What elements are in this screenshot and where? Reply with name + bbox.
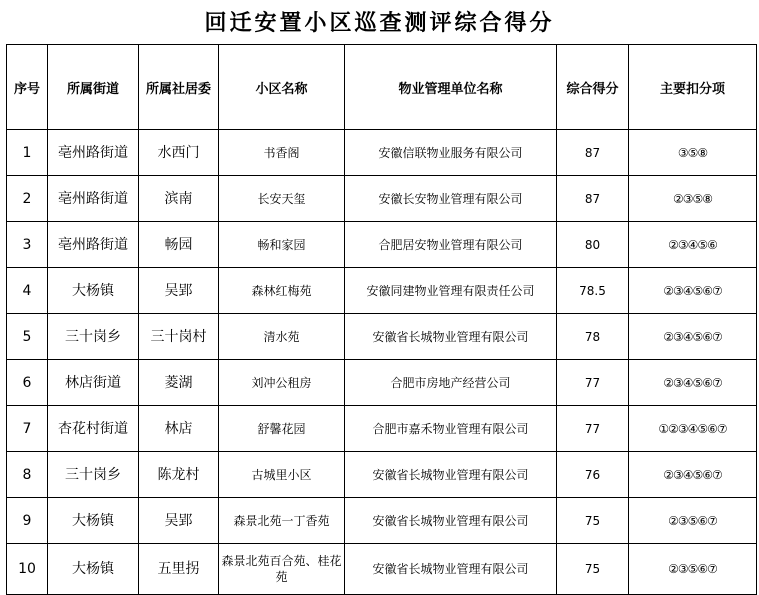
header-score: 综合得分 bbox=[557, 45, 629, 130]
score-table bbox=[6, 44, 757, 595]
row-street: 三十岗乡 bbox=[48, 314, 139, 360]
table-row bbox=[7, 130, 757, 176]
table-row bbox=[7, 406, 757, 452]
row-street: 亳州路街道 bbox=[48, 176, 139, 222]
row-deductions: ②③⑤⑥⑦ bbox=[629, 498, 757, 544]
row-street: 大杨镇 bbox=[48, 268, 139, 314]
row-estate: 长安天玺 bbox=[219, 176, 345, 222]
row-street: 亳州路街道 bbox=[48, 222, 139, 268]
row-score: 77 bbox=[557, 360, 629, 406]
header-no: 序号 bbox=[7, 45, 48, 130]
row-community: 滨南 bbox=[139, 176, 219, 222]
row-estate: 畅和家园 bbox=[219, 222, 345, 268]
row-score: 76 bbox=[557, 452, 629, 498]
row-score: 78.5 bbox=[557, 268, 629, 314]
row-company: 安徽省长城物业管理有限公司 bbox=[345, 498, 557, 544]
row-community: 五里拐 bbox=[139, 544, 219, 595]
row-street: 三十岗乡 bbox=[48, 452, 139, 498]
table-row bbox=[7, 268, 757, 314]
row-no: 2 bbox=[7, 176, 48, 222]
header-community: 所属社居委 bbox=[139, 45, 219, 130]
row-estate: 清水苑 bbox=[219, 314, 345, 360]
row-score: 75 bbox=[557, 544, 629, 595]
row-company: 安徽长安物业管理有限公司 bbox=[345, 176, 557, 222]
row-community: 菱湖 bbox=[139, 360, 219, 406]
row-estate: 舒馨花园 bbox=[219, 406, 345, 452]
row-estate: 书香阁 bbox=[219, 130, 345, 176]
row-score: 78 bbox=[557, 314, 629, 360]
row-no: 8 bbox=[7, 452, 48, 498]
row-score: 87 bbox=[557, 130, 629, 176]
row-company: 安徽信联物业服务有限公司 bbox=[345, 130, 557, 176]
table-row bbox=[7, 544, 757, 595]
row-deductions: ②③⑤⑧ bbox=[629, 176, 757, 222]
row-community: 吴郢 bbox=[139, 268, 219, 314]
table-row bbox=[7, 452, 757, 498]
row-street: 大杨镇 bbox=[48, 544, 139, 595]
row-company: 安徽同建物业管理有限责任公司 bbox=[345, 268, 557, 314]
row-no: 4 bbox=[7, 268, 48, 314]
row-estate: 古城里小区 bbox=[219, 452, 345, 498]
row-deductions: ②③④⑤⑥ bbox=[629, 222, 757, 268]
row-street: 林店街道 bbox=[48, 360, 139, 406]
row-no: 10 bbox=[7, 544, 48, 595]
row-company: 合肥居安物业管理有限公司 bbox=[345, 222, 557, 268]
row-deductions: ②③④⑤⑥⑦ bbox=[629, 268, 757, 314]
row-street: 亳州路街道 bbox=[48, 130, 139, 176]
table-row bbox=[7, 314, 757, 360]
row-no: 7 bbox=[7, 406, 48, 452]
table-row bbox=[7, 222, 757, 268]
row-no: 3 bbox=[7, 222, 48, 268]
row-street: 杏花村街道 bbox=[48, 406, 139, 452]
table-row bbox=[7, 176, 757, 222]
header-street: 所属街道 bbox=[48, 45, 139, 130]
row-company: 安徽省长城物业管理有限公司 bbox=[345, 314, 557, 360]
row-estate: 森林红梅苑 bbox=[219, 268, 345, 314]
row-company: 安徽省长城物业管理有限公司 bbox=[345, 452, 557, 498]
table-row bbox=[7, 498, 757, 544]
row-deductions: ①②③④⑤⑥⑦ bbox=[629, 406, 757, 452]
header-estate: 小区名称 bbox=[219, 45, 345, 130]
row-estate: 森景北苑一丁香苑 bbox=[219, 498, 345, 544]
header-deductions: 主要扣分项 bbox=[629, 45, 757, 130]
row-company: 安徽省长城物业管理有限公司 bbox=[345, 544, 557, 595]
row-community: 陈龙村 bbox=[139, 452, 219, 498]
row-community: 畅园 bbox=[139, 222, 219, 268]
row-estate: 刘冲公租房 bbox=[219, 360, 345, 406]
row-deductions: ③⑤⑧ bbox=[629, 130, 757, 176]
row-company: 合肥市房地产经营公司 bbox=[345, 360, 557, 406]
row-no: 5 bbox=[7, 314, 48, 360]
row-community: 水西门 bbox=[139, 130, 219, 176]
row-deductions: ②③④⑤⑥⑦ bbox=[629, 360, 757, 406]
row-deductions: ②③⑤⑥⑦ bbox=[629, 544, 757, 595]
row-score: 80 bbox=[557, 222, 629, 268]
page-title: 回迁安置小区巡查测评综合得分 bbox=[204, 10, 555, 36]
row-no: 6 bbox=[7, 360, 48, 406]
row-estate: 森景北苑百合苑、桂花苑 bbox=[219, 544, 345, 595]
row-score: 87 bbox=[557, 176, 629, 222]
row-deductions: ②③④⑤⑥⑦ bbox=[629, 314, 757, 360]
row-no: 1 bbox=[7, 130, 48, 176]
row-community: 三十岗村 bbox=[139, 314, 219, 360]
row-community: 林店 bbox=[139, 406, 219, 452]
row-company: 合肥市嘉禾物业管理有限公司 bbox=[345, 406, 557, 452]
row-no: 9 bbox=[7, 498, 48, 544]
table-row bbox=[7, 360, 757, 406]
row-score: 75 bbox=[557, 498, 629, 544]
row-street: 大杨镇 bbox=[48, 498, 139, 544]
row-community: 吴郢 bbox=[139, 498, 219, 544]
table-header-row bbox=[7, 45, 757, 130]
row-score: 77 bbox=[557, 406, 629, 452]
header-company: 物业管理单位名称 bbox=[345, 45, 557, 130]
row-deductions: ②③④⑤⑥⑦ bbox=[629, 452, 757, 498]
